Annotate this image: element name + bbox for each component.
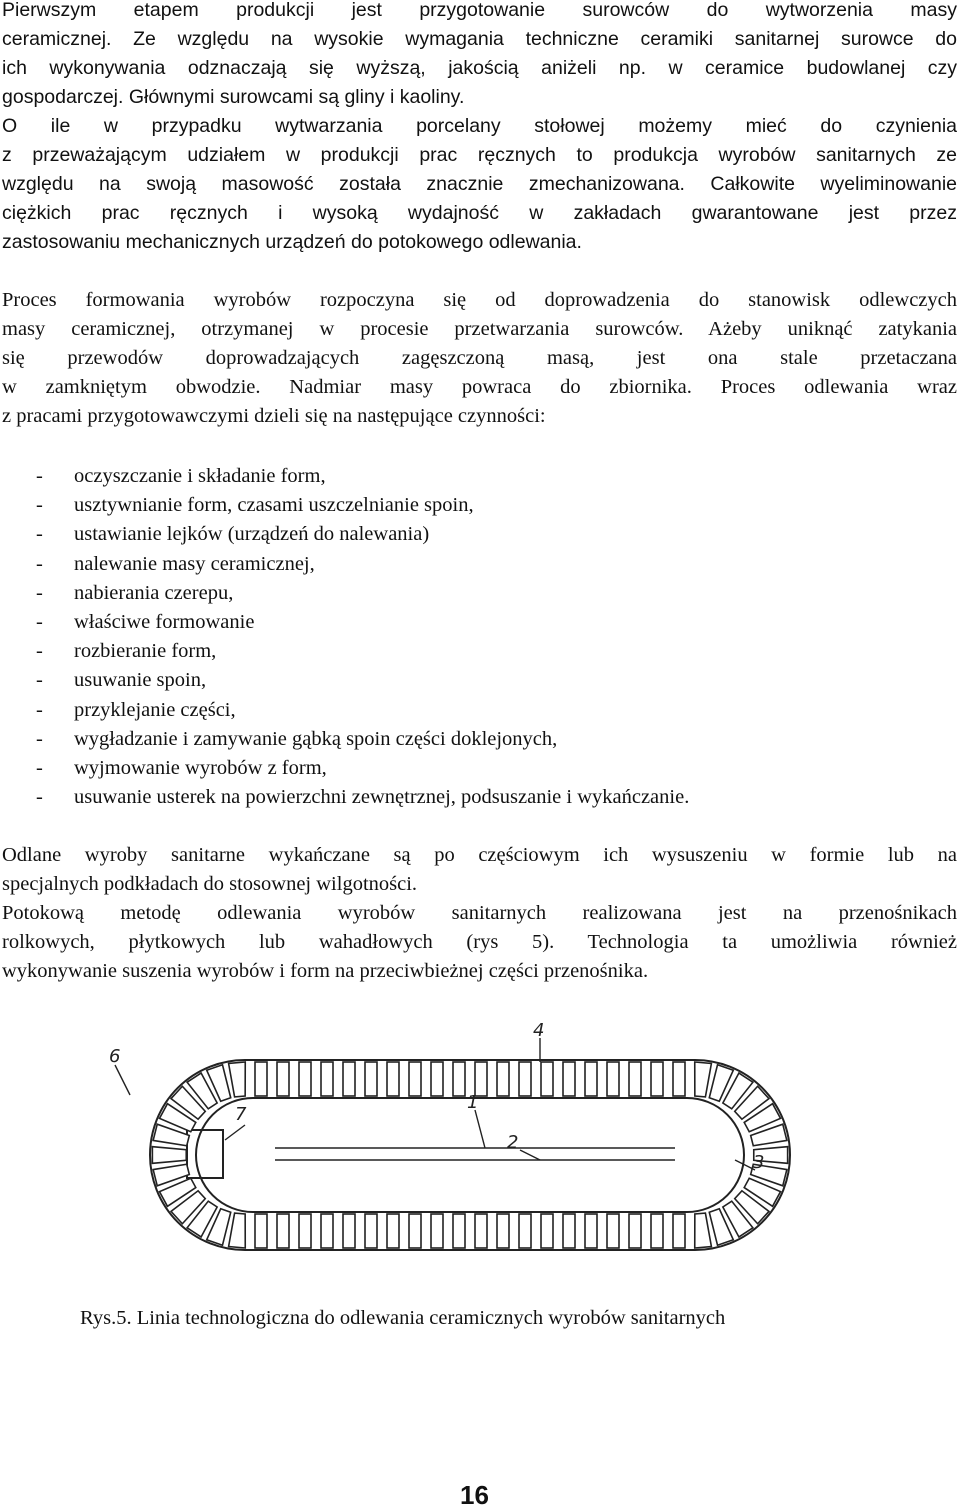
conveyor-slat [519, 1214, 531, 1248]
text-line: ciężkich prac ręcznych i wysoką wydajność w zakładach gwarantowane jest przez [2, 202, 957, 224]
text-line: Potokową metodę odlewania wyrobów sanitarnych realizowana jest na przenośnikach [2, 902, 957, 924]
conveyor-slat [321, 1062, 333, 1096]
text-line: masy ceramicznej, otrzymanej w procesie przetwarzania surowców. Ażeby uniknąć zatykania [2, 318, 957, 340]
text-line: ceramicznej. Ze względu na wysokie wymagania techniczne ceramiki sanitarnej surowce do [2, 28, 957, 50]
conveyor-slat [607, 1062, 619, 1096]
conveyor-slat [629, 1214, 641, 1248]
leader-line-3 [735, 1160, 755, 1170]
conveyor-slat [607, 1214, 619, 1248]
conveyor-slat [673, 1062, 685, 1096]
text-line: z przeważającym udziałem w produkcji prac ręcznych to produkcja wyrobów sanitarnych ze [2, 144, 957, 166]
conveyor-slat [651, 1214, 663, 1248]
list-bullet: - [36, 611, 43, 634]
conveyor-inner-track [196, 1098, 744, 1212]
list-item [36, 462, 689, 491]
list-item [36, 579, 689, 608]
conveyor-slat [321, 1214, 333, 1248]
conveyor-slat [431, 1062, 443, 1096]
conveyor-slat [563, 1062, 575, 1096]
figure-label-1: 1 [467, 1092, 479, 1113]
list-item [36, 783, 689, 812]
list-item [36, 520, 689, 549]
paragraph-forming-process [2, 286, 957, 431]
conveyor-slat [365, 1062, 377, 1096]
text-line: względu na swoją masowość została znacznie zmechanizowana. Całkowite wyeliminowanie [2, 173, 957, 195]
list-item [36, 666, 689, 695]
conveyor-slat [387, 1062, 399, 1096]
conveyor-slat [365, 1214, 377, 1248]
list-item-text: nabierania czerepu, [74, 581, 234, 604]
paragraph-conveyor-method [2, 899, 957, 986]
paragraph-mechanization [2, 112, 957, 257]
list-item [36, 637, 689, 666]
list-item-text: przyklejanie części, [74, 698, 236, 721]
text-line: z pracami przygotowawczymi dzieli się na następujące czynności: [2, 405, 546, 427]
conveyor-slat [541, 1214, 553, 1248]
list-item [36, 754, 689, 783]
conveyor-slats-curves [152, 1062, 787, 1248]
conveyor-slat [255, 1214, 267, 1248]
figure-label-3: 3 [753, 1152, 765, 1173]
list-item-text: wygładzanie i zamywanie gąbką spoin części doklejonych, [74, 727, 558, 750]
conveyor-slat [541, 1062, 553, 1096]
conveyor-slat [651, 1062, 663, 1096]
text-line: zastosowaniu mechanicznych urządzeń do potokowego odlewania. [2, 231, 582, 253]
conveyor-slat [229, 1062, 246, 1097]
conveyor-slat [475, 1214, 487, 1248]
figure-label-7: 7 [235, 1104, 247, 1125]
conveyor-slat [453, 1062, 465, 1096]
figure-label-4: 4 [533, 1020, 545, 1041]
conveyor-slat [299, 1062, 311, 1096]
text-line: Proces formowania wyrobów rozpoczyna się od doprowadzenia do stanowisk odlewczych [2, 289, 957, 311]
conveyor-slat [497, 1062, 509, 1096]
list-bullet: - [36, 669, 43, 692]
conveyor-slat [585, 1062, 597, 1096]
conveyor-slat [343, 1062, 355, 1096]
conveyor-slat [255, 1062, 267, 1096]
list-bullet: - [36, 756, 43, 779]
list-item-text: nalewanie masy ceramicznej, [74, 552, 315, 575]
station-block [187, 1130, 223, 1178]
text-line: w zamkniętym obwodzie. Nadmiar masy powraca do zbiornika. Proces odlewania wraz [2, 376, 957, 398]
list-bullet: - [36, 494, 43, 517]
list-item [36, 725, 689, 754]
casting-steps-list [36, 462, 689, 812]
text-line: gospodarczej. Głównymi surowcami są gliny i kaoliny. [2, 86, 465, 108]
list-bullet: - [36, 465, 43, 488]
list-bullet: - [36, 581, 43, 604]
conveyor-slat [695, 1062, 712, 1097]
conveyor-slat [343, 1214, 355, 1248]
list-bullet: - [36, 698, 43, 721]
conveyor-slat [453, 1214, 465, 1248]
conveyor-slat [475, 1062, 487, 1096]
conveyor-slat [387, 1214, 399, 1248]
list-item [36, 491, 689, 520]
list-bullet: - [36, 786, 43, 809]
conveyor-slat [585, 1214, 597, 1248]
conveyor-slat [277, 1214, 289, 1248]
figure-caption: Rys.5. Linia technologiczna do odlewania ceramicznych wyrobów sanitarnych [80, 1307, 726, 1329]
conveyor-slat [431, 1214, 443, 1248]
list-item-text: usuwanie usterek na powierzchni zewnętrznej, podsuszanie i wykańczanie. [74, 786, 690, 809]
list-bullet: - [36, 640, 43, 663]
conveyor-slats-top [255, 1062, 685, 1096]
list-item-text: oczyszczanie i składanie form, [74, 465, 326, 488]
leader-line-7 [225, 1125, 245, 1140]
conveyor-slat [409, 1214, 421, 1248]
text-line: się przewodów doprowadzających zagęszczoną masą, jest ona stale przetaczana [2, 347, 957, 369]
figure-label-2: 2 [507, 1132, 519, 1153]
paragraph-raw-materials [2, 0, 957, 112]
text-line: rolkowych, płytkowych lub wahadłowych (rys 5). Technologia ta umożliwia również [2, 931, 957, 953]
list-item-text: rozbieranie form, [74, 640, 217, 663]
list-item-text: ustawianie lejków (urządzeń do nalewania) [74, 523, 430, 546]
list-item [36, 608, 689, 637]
conveyor-slat [519, 1062, 531, 1096]
list-item [36, 550, 689, 579]
leader-line-1 [475, 1110, 485, 1148]
text-line: O ile w przypadku wytwarzania porcelany stołowej możemy mieć do czynienia [2, 115, 957, 137]
conveyor-slat [152, 1147, 186, 1164]
conveyor-slat [695, 1213, 712, 1248]
text-line: wykonywanie suszenia wyrobów i form na przeciwbieżnej części przenośnika. [2, 960, 649, 982]
conveyor-slat [299, 1214, 311, 1248]
conveyor-slat [277, 1062, 289, 1096]
list-item-text: wyjmowanie wyrobów z form, [74, 756, 327, 779]
conveyor-slat [229, 1213, 246, 1248]
conveyor-slat [409, 1062, 421, 1096]
conveyor-slats-bottom [255, 1214, 685, 1248]
conveyor-line-figure [95, 1020, 855, 1290]
list-bullet: - [36, 523, 43, 546]
list-bullet: - [36, 552, 43, 575]
paragraph-finishing [2, 841, 957, 899]
list-item [36, 696, 689, 725]
conveyor-slat [629, 1062, 641, 1096]
conveyor-slat [673, 1214, 685, 1248]
text-line: Odlane wyroby sanitarne wykańczane są po częściowym ich wysuszeniu w formie lub na [2, 844, 957, 866]
figure-label-6: 6 [109, 1046, 121, 1067]
conveyor-slat [563, 1214, 575, 1248]
leader-line-2 [520, 1150, 540, 1160]
text-line: specjalnych podkładach do stosownej wilgotności. [2, 873, 418, 895]
leader-line-6 [115, 1065, 130, 1095]
text-line: ich wykonywania odznaczają się wyższą, jakością aniżeli np. w ceramice budowlanej czy [2, 57, 957, 79]
conveyor-slat [497, 1214, 509, 1248]
list-item-text: usuwanie spoin, [74, 669, 207, 692]
conveyor-outer-track [150, 1060, 790, 1250]
page-number: 16 [460, 1480, 489, 1510]
list-item-text: usztywnianie form, czasami uszczelnianie spoin, [74, 494, 474, 517]
text-line: Pierwszym etapem produkcji jest przygotowanie surowców do wytworzenia masy [2, 0, 957, 21]
list-bullet: - [36, 727, 43, 750]
list-item-text: właściwe formowanie [74, 611, 255, 634]
